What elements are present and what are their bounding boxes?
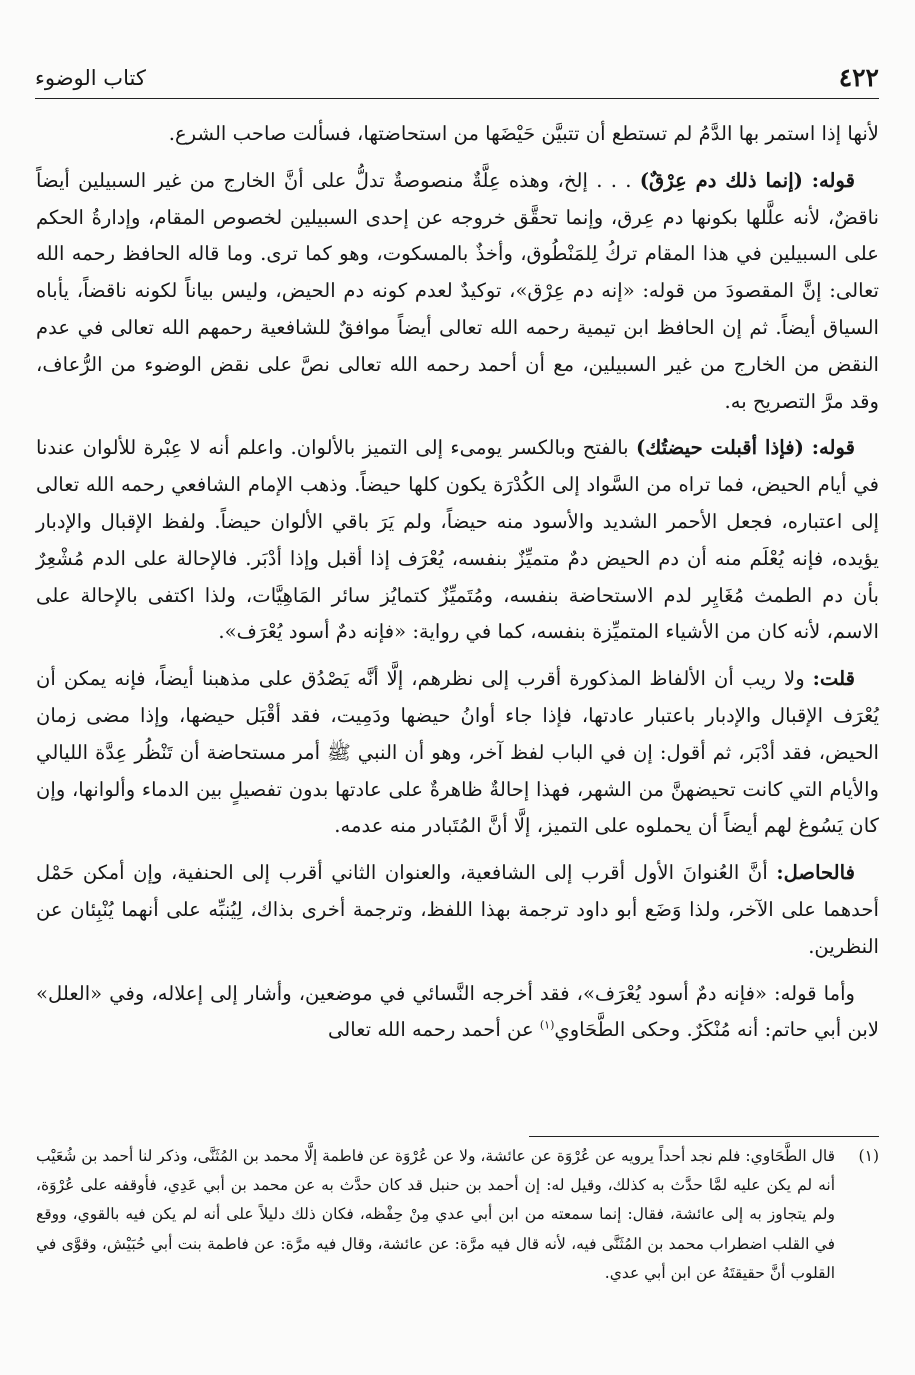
paragraph	[36, 976, 879, 1050]
paragraph	[36, 855, 879, 965]
paragraph	[36, 116, 879, 153]
paragraph-text-tail: عن أحمد رحمه الله تعالى	[327, 1018, 540, 1042]
footnote-divider	[529, 1136, 879, 1137]
paragraph-text: . . . إلخ، وهذه عِلَّةٌ منصوصةٌ تدلُّ على أنَّ الخارج من غير السبيلين أيضاً ناقضٌ، لأنه علَّلها بكونها دم عِرق، وإنما تحقَّق خروجه عن إحدى السبيلين لخصوص المقام، وإدارةُ الحكم على السبيلين في هذا المقام تركُ لِلمَنْطُوق، وأخذٌ بالمسكوت، وهو كما ترى. وما قاله الحافظ رحمه الله تعالى: إنَّ المقصودَ من قوله: «إنه دم عِرْق»، توكيدٌ لعدم كونه دم الحيض، وليس بياناً لكونه ناقضاً، يأباه السياق أيضاً. ثم إن الحافظ ابن تيمية رحمه الله تعالى أيضاً موافقٌ للشافعية رحمهم الله تعالى في عدم النقض من الخارج من غير السبيلين، مع أن أحمد رحمه الله تعالى نصَّ على نقض الوضوء من الرُّعاف، وقد مرَّ التصريح به.	[36, 168, 879, 413]
paragraph	[36, 661, 879, 845]
footnote-row	[36, 1142, 879, 1288]
paragraph	[36, 430, 879, 651]
footnote-text: قال الطَّحَاوي: فلم نجد أحداً يرويه عن عُرْوَة عن عائشة، ولا عن عُرْوَة عن فاطمة إلَّا محمد بن المُثَنَّى، وذكر لنا أحمد بن شُعَيْب أنه لم يكن عليه لمَّا حدَّث به كذلك، وقيل له: إن أحمد بن حنبل قد كان حدَّث به عن محمد بن أبي عَدِي، فأوقفه على عُرْوَة، ولم يتجاوز به إلى عائشة، فقال: إنما سمعته من ابن أبي عدي مِنْ حِفْظه، فكان ذلك دليلاً على أنه لم يكن فيه بالقوي، ووقع في القلب اضطراب محمد بن المُثَنَّى فيه، لأنه قال فيه مرَّة: عن عائشة، وقال فيه مرَّة: عن فاطمة بنت أبي حُبَيْش، وقوَّى في القلوب أنَّ حقيقتَهُ عن ابن أبي عدي.	[36, 1147, 835, 1282]
paragraph-lead: فالحاصل:	[776, 861, 855, 885]
paragraph-text: وأما قوله: «فإنه دمٌ أسود يُعْرَف»، فقد أخرجه النَّسائي في موضعين، وأشار إلى إعلاله، وفي «العلل» لابن أبي حاتم: أنه مُنْكَرٌ. وحكى الطَّحَاوي	[36, 981, 879, 1042]
footnote-marker: (١)	[858, 1147, 879, 1165]
paragraph	[36, 163, 879, 421]
paragraph-text: أنَّ العُنوانَ الأول أقرب إلى الشافعية، والعنوان الثاني أقرب إلى الحنفية، وإن أمكن حَمْل أحدهما على الآخر، ولذا وَضَع أبو داود ترجمة بهذا اللفظ، وترجمة أخرى بذاك، لِيُنبِّه على أنهما يُنْبِئان عن النظرين.	[36, 861, 879, 958]
footnote-reference: (١)	[539, 1018, 555, 1032]
paragraph-text: لأنها إذا استمر بها الدَّمُ لم تستطع أن تتبيَّن حَيْضَها من استحاضتها، فسألت صاحب الشرع.	[168, 122, 879, 145]
footnote	[36, 1142, 879, 1288]
page-header	[35, 58, 879, 99]
paragraph-lead: قوله: (إنما ذلك دم عِرْقٌ)	[639, 168, 855, 192]
paragraph-lead: قلت:	[812, 667, 855, 691]
paragraph-text: بالفتح وبالكسر يومىء إلى التميز بالألوان. واعلم أنه لا عِبْرة للألوان عندنا في أيام الحيض، فما تراه من السَّواد إلى الكُدْرَة يكون كلها حيضاً. وذهب الإمام الشافعي رحمه الله تعالى إلى اعتباره، فجعل الأحمر الشديد والأسود منه حيضاً، ولم يَرَ باقي الألوان حيضاً. ولفظ الإقبال والإدبار يؤيده، فإنه يُعْلَم منه أن دم الحيض دمٌ متميِّزٌ بنفسه، يُعْرَف إذا أقبل وإذا أدْبَر. فالإحالة على الدم مُشْعِرٌ بأن دم الطمث مُغَايِر لدم الاستحاضة بنفسه، ومُتَميِّزٌ كتمايُز سائر المَاهِيَّات، ولذا اكتفى بالإحالة على الاسم، لأنه كان من الأشياء المتميِّزة بنفسه، كما في رواية: «فإنه دمٌ أسود يُعْرَف».	[36, 436, 879, 644]
paragraph-lead: قوله: (فإذا أقبلت حيضتُك)	[635, 436, 855, 460]
book-title: كتاب الوضوء	[35, 66, 146, 90]
main-text	[36, 116, 879, 1049]
paragraph-text: ولا ريب أن الألفاظ المذكورة أقرب إلى نظرهم، إلَّا أنَّه يَصْدُق على مذهبنا أيضاً، فإنه يمكن أن يُعْرَف الإقبال والإدبار باعتبار عادتها، فإذا جاء أوانُ حيضها ودَمِيت، فقد أقْبَل حيضها، وإذا مضى زمان الحيض، فقد أدْبَر، ثم أقول: إن في الباب لفظ آخر، وهو أن النبي ﷺ أمر مستحاضة أن تَنْظُر عِدَّة الليالي والأيام التي كانت تحيضهنَّ من الشهر، فهذا إحالةٌ ظاهرةٌ على عادتها بدون تفصيلٍ بين الدماء وألوانها، وإن كان يَسُوغ لهم أيضاً أن يحملوه على التميز، إلَّا أنَّ المُتَبادر منه عدمه.	[36, 667, 879, 838]
page-number: ٤٢٢	[838, 63, 879, 92]
